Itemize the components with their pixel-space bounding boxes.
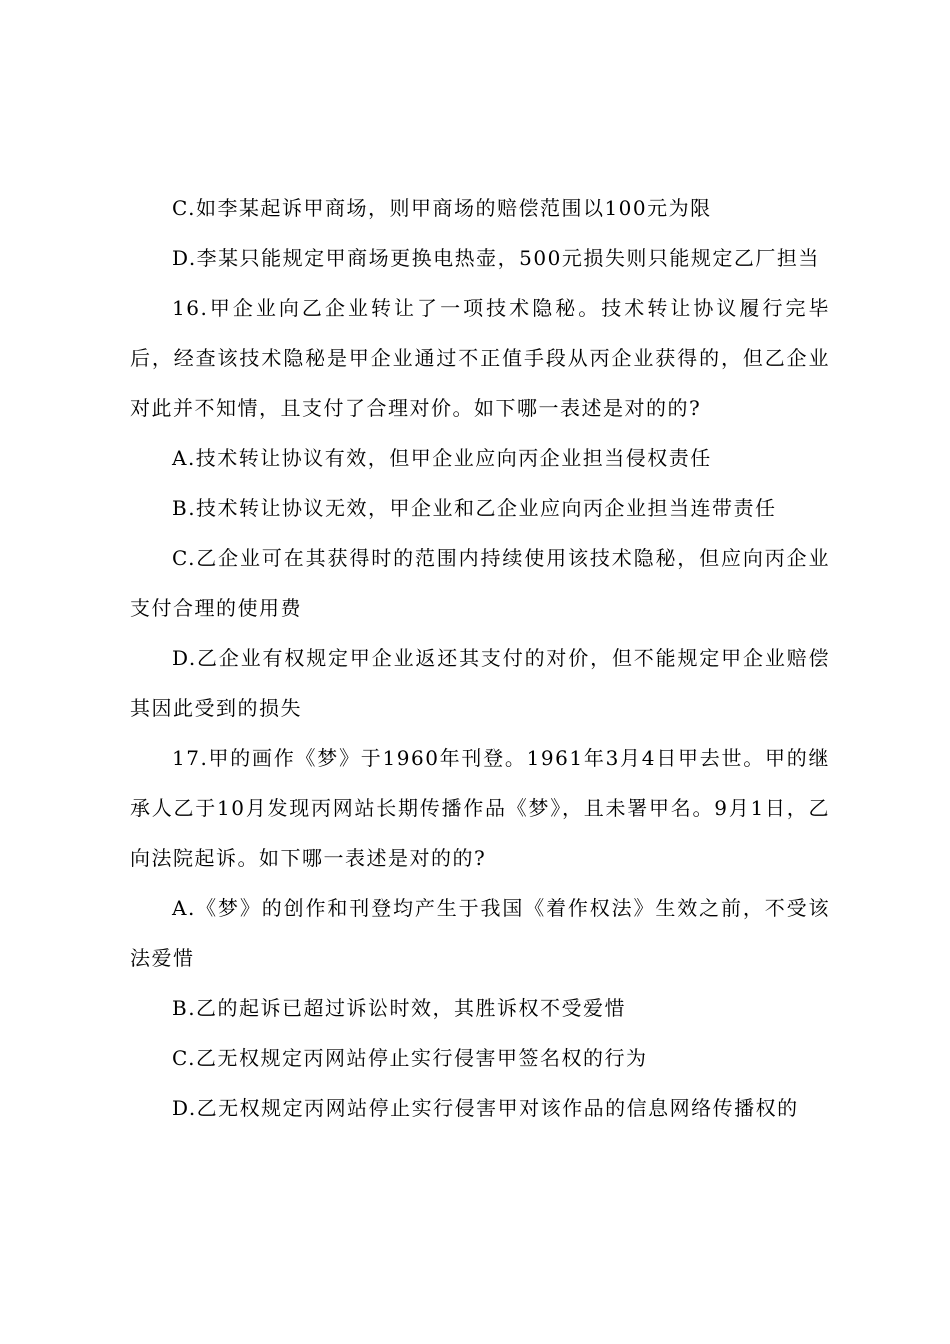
option-16c: C.乙企业可在其获得时的范围内持续使用该技术隐秘，但应向丙企业支付合理的使用费: [130, 546, 830, 620]
option-15d: D.李某只能规定甲商场更换电热壶，500元损失则只能规定乙厂担当: [172, 246, 820, 270]
option-17d: D.乙无权规定丙网站停止实行侵害甲对该作品的信息网络传播权的: [172, 1096, 799, 1120]
option-17b: B.乙的起诉已超过诉讼时效，其胜诉权不受爱惜: [172, 996, 627, 1020]
option-16d: D.乙企业有权规定甲企业返还其支付的对价，但不能规定甲企业赔偿其因此受到的损失: [130, 646, 830, 720]
option-16b: B.技术转让协议无效，甲企业和乙企业应向丙企业担当连带责任: [172, 496, 777, 520]
option-17a: A.《梦》的创作和刊登均产生于我国《着作权法》生效之前，不受该法爱惜: [130, 896, 830, 970]
option-16a: A.技术转让协议有效，但甲企业应向丙企业担当侵权责任: [172, 446, 712, 470]
question-17: 17.甲的画作《梦》于1960年刊登。1961年3月4日甲去世。甲的继承人乙于10月发现丙网站长期传播作品《梦》，且未署甲名。9月1日，乙向法院起诉。如下哪一表述是对的的?: [130, 746, 830, 870]
option-15c: C.如李某起诉甲商场，则甲商场的赔偿范围以100元为限: [172, 196, 712, 220]
option-17c: C.乙无权规定丙网站停止实行侵害甲签名权的行为: [172, 1046, 648, 1070]
question-16: 16.甲企业向乙企业转让了一项技术隐秘。技术转让协议履行完毕后，经查该技术隐秘是甲企业通过不正值手段从丙企业获得的，但乙企业对此并不知情，且支付了合理对价。如下哪一表述是对的的?: [130, 296, 830, 420]
document-body: [130, 183, 830, 1133]
